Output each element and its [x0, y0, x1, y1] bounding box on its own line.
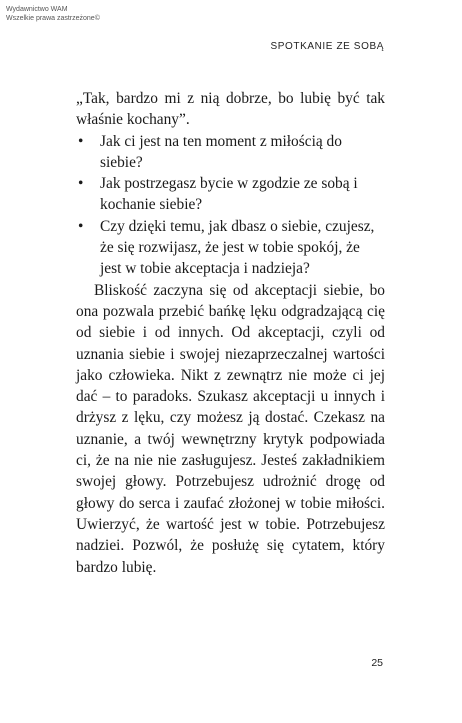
- list-item: [76, 131, 385, 174]
- watermark-line-1: Wydawnictwo WAM: [6, 6, 68, 13]
- list-item-text: Jak ci jest na ten moment z miłością do siebie?: [100, 132, 342, 171]
- publisher-watermark: [6, 5, 100, 23]
- body-paragraph: Bliskość zaczyna się od akceptacji siebie, bo ona pozwala przebić bańkę lęku odgradzającą cię od siebie i od innych. Od akceptacji, czyli od uznania siebie i swojej niezaprzeczalnej wartości jako człowieka. Nikt z zewnątrz nie może ci jej dać – to paradoks. Szukasz akceptacji u innych i drżysz z lęku, czy możesz ją dostać. Czekasz na uznanie, a twój wewnętrzny krytyk podpowiada ci, że na nie nie zasługujesz. Jesteś zakładnikiem swojej głowy. Potrzebujesz udrożnić drogę od głowy do serca i zaufać złożonej w tobie miłości. Uwierzyć, że wartość jest w tobie. Potrzebujesz nadziei. Pozwól, że posłużę się cytatem, który bardzo lubię.: [76, 281, 385, 576]
- watermark-line-2: Wszelkie prawa zastrzeżone©: [6, 15, 100, 22]
- list-item-text: Jak postrzegasz bycie w zgodzie ze sobą i kochanie siebie?: [100, 175, 358, 214]
- quote-paragraph: „Tak, bardzo mi z nią dobrze, bo lubię być tak właśnie kochany”.: [76, 90, 385, 129]
- running-head: SPOTKANIE ZE SOBĄ: [270, 41, 384, 52]
- list-item-text: Czy dzięki temu, jak dbasz o siebie, czujesz, że się rozwijasz, że jest w tobie spokój, że jest w tobie akceptacja i nadzieja?: [100, 217, 375, 278]
- list-item: [76, 216, 385, 280]
- bullet-list: [76, 131, 385, 280]
- bullet-icon: •: [78, 132, 84, 150]
- page-body: [76, 88, 385, 578]
- list-item: [76, 173, 385, 216]
- bullet-icon: •: [78, 217, 84, 235]
- bullet-icon: •: [78, 175, 84, 193]
- page-number: 25: [371, 657, 383, 669]
